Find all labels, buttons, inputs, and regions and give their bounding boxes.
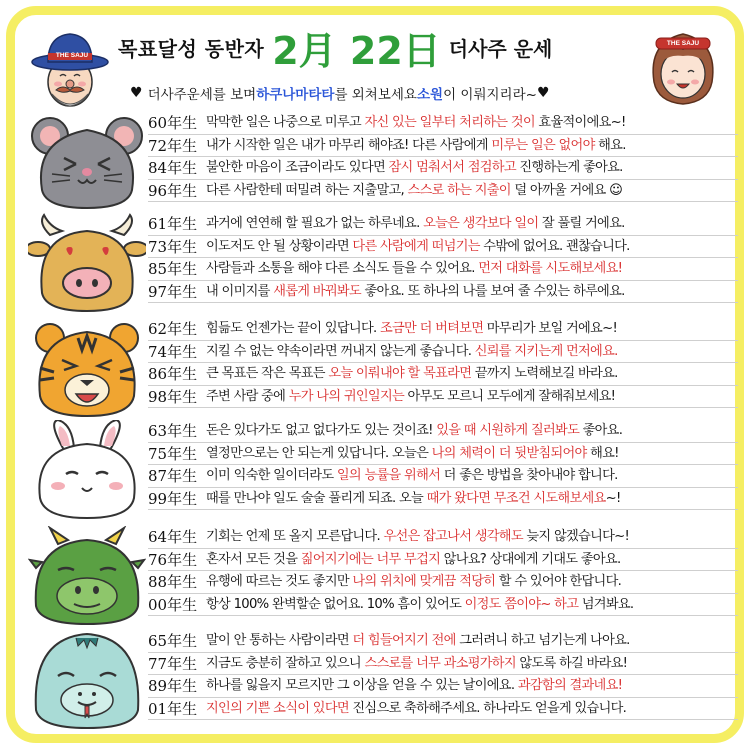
fortune-text-part: 열정만으로는 안 되는게 있답니다. 오늘은: [206, 445, 432, 461]
birth-year-label: 63年生: [148, 422, 198, 440]
fortune-text: [206, 488, 621, 510]
fortune-text: [206, 135, 626, 157]
heart-icon: ♥: [130, 85, 143, 101]
fortune-highlight: 있을 때 시원하게 질러봐도: [436, 423, 580, 438]
fortune-text-part: 더 좋은 방법을 찾아내야 합니다.: [440, 468, 618, 483]
fortune-highlight: 신뢰를 지키는게 먼저에요.: [474, 343, 618, 359]
heart-icon: ♥: [536, 85, 550, 101]
fortune-text-part: 진행하는게 좋아요.: [515, 160, 623, 175]
fortune-highlight: 더 힘들어지기 전에: [352, 633, 456, 648]
fortune-text-part: 이도저도 안 될 상황이라면: [206, 238, 353, 254]
fortune-text-part: 해요!: [586, 445, 619, 461]
fortune-highlight: 짊어지기에는 너무 무겁지: [300, 551, 441, 567]
ox-icon: [28, 213, 146, 313]
page-title: [118, 22, 646, 72]
fortune-text-part: 늦지 않겠습니다~!: [522, 529, 630, 544]
fortune-text-part: 주변 사람 중에: [206, 388, 289, 404]
fortune-text-part: 아무도 모르니 모두에게 잘해줘보세요!: [404, 388, 616, 404]
hat-band-text: THE SAJU: [55, 52, 89, 59]
birth-year-label: 96年生: [148, 181, 198, 200]
birth-year-label: 64年生: [148, 528, 198, 546]
subtitle-highlight-2: 소원: [416, 87, 444, 103]
fortune-text-part: 막막한 일은 나중으로 미루고: [206, 115, 365, 130]
birth-year-label: 73年生: [148, 237, 198, 256]
fortune-text-part: 수밖에 없어요. 괜찮습니다.: [479, 238, 630, 254]
fortune-text: [206, 549, 620, 571]
fortune-row: [148, 386, 738, 409]
fortune-text-part: 지킬 수 없는 약속이라면 꺼내지 않는게 좋습니다.: [206, 343, 475, 359]
fortune-text-part: 효율적이에요~!: [534, 115, 626, 130]
saju-man-avatar-icon: [30, 24, 110, 110]
fortune-text: [206, 443, 619, 465]
fortune-highlight: 이정도 쯤이야~ 하고: [464, 596, 579, 612]
birth-year-label: 88年生: [148, 573, 198, 591]
fortune-text-part: 이미 익숙한 일이더라도: [206, 468, 337, 483]
fortune-row: [148, 549, 738, 572]
zodiac-section-dragon: [20, 526, 732, 622]
birth-year-label: 85年生: [148, 260, 198, 278]
fortune-text: [206, 386, 615, 408]
fortune-highlight: 먼저 대화를 시도해보세요!: [478, 261, 623, 276]
fortune-row: [148, 465, 738, 488]
birth-year-label: 61年生: [148, 215, 198, 233]
fortune-highlight: 자신 있는 일부터 처리하는 것이: [364, 115, 535, 130]
birth-year-label: 87年生: [148, 467, 198, 485]
fortune-text: [206, 157, 623, 179]
fortune-text-part: 때를 만나야 일도 술술 풀리게 되죠. 오늘: [206, 490, 427, 506]
birth-year-label: 62年生: [148, 320, 198, 338]
zodiac-section-snake: [20, 630, 732, 726]
fortune-row: [148, 258, 738, 281]
birth-year-label: 00年生: [148, 595, 198, 614]
fortune-row: [148, 526, 738, 549]
fortune-highlight: 스스로를 너무 과소평가하지: [364, 655, 516, 671]
birth-year-label: 74年生: [148, 342, 198, 361]
fortune-list: [148, 630, 738, 720]
fortune-highlight: 누가 나의 귀인일지는: [288, 388, 405, 404]
fortune-highlight: 새롭게 바꿔봐도: [273, 283, 361, 299]
fortune-row: [148, 488, 738, 511]
header: [0, 0, 750, 112]
fortune-text-part: 힘듦도 언젠가는 끝이 있답니다.: [206, 321, 380, 336]
fortune-row: [148, 135, 738, 158]
fortune-highlight: 오늘 이뤄내야 할 목표라면: [328, 366, 472, 381]
birth-year-label: 84年生: [148, 159, 198, 177]
fortune-list: [148, 526, 738, 616]
fortune-list: [148, 112, 738, 202]
fortune-text-part: 좋아요.: [579, 423, 623, 438]
fortune-highlight: 일의 능률을 위해서: [336, 468, 441, 483]
fortune-text: [206, 281, 625, 303]
fortune-highlight: 잠시 멈춰서서 점검하고: [388, 160, 516, 175]
fortune-list: [148, 213, 738, 303]
birth-year-label: 97年生: [148, 282, 198, 301]
fortune-text: [206, 112, 626, 134]
fortune-text: [206, 341, 618, 363]
fortune-text: [206, 236, 630, 258]
headband-text: THE SAJU: [666, 40, 700, 47]
saju-woman-avatar-icon: [646, 22, 720, 108]
fortune-text-part: 그러려니 하고 넘기는게 나아요.: [455, 633, 630, 648]
fortune-list: [148, 318, 738, 408]
fortune-text-part: 혼자서 모든 것을: [206, 551, 301, 567]
fortune-text: [206, 571, 621, 593]
rabbit-icon: [28, 420, 146, 520]
fortune-highlight: 나의 위치에 맞게끔 적당히: [352, 574, 496, 589]
fortune-highlight: 우선은 잡고나서 생각해도: [383, 529, 523, 544]
fortune-highlight: 과감함의 결과네요!: [517, 678, 623, 693]
fortune-highlight: 조금만 더 버텨보면: [379, 321, 484, 336]
birth-year-label: 99年生: [148, 489, 198, 508]
fortune-text-part: 기회는 언제 또 올지 모른답니다.: [206, 529, 384, 544]
fortune-text: [206, 653, 627, 675]
fortune-highlight: 다른 사람에게 떠넘기는: [352, 238, 480, 254]
fortune-text-part: 말이 안 통하는 사람이라면: [206, 633, 353, 648]
fortune-text-part: 항상 100% 완벽할순 없어요. 10% 흠이 있어도: [206, 596, 465, 612]
fortune-highlight: 오늘은 생각보다 일이: [423, 216, 539, 231]
fortune-text-part: 끝까지 노력해보길 바라요.: [471, 366, 618, 381]
fortune-text: [206, 594, 633, 616]
fortune-text-part: 마무리가 보일 거에요~!: [483, 321, 618, 336]
birth-year-label: 72年生: [148, 136, 198, 155]
subtitle-text-2: 를 외쳐보세요: [334, 87, 417, 103]
zodiac-section-rat: [20, 112, 732, 208]
fortune-text: [206, 675, 622, 697]
fortune-text-part: 잘 풀릴 거에요.: [538, 216, 625, 231]
fortune-text-part: 할 수 있어야 한답니다.: [495, 574, 622, 589]
zodiac-section-ox: [20, 213, 732, 309]
fortune-text: [206, 180, 622, 202]
fortune-row: [148, 112, 738, 135]
fortune-text-part: 진심으로 축하해주세요. 하나라도 얻을게 있습니다.: [348, 700, 627, 716]
fortune-text-part: 사람들과 소통을 해야 다른 소식도 들을 수 있어요.: [206, 261, 479, 276]
fortune-text-part: 넘겨봐요.: [578, 596, 634, 612]
fortune-row: [148, 157, 738, 180]
fortune-text: [206, 465, 618, 487]
fortune-highlight: 스스로 하는 지출이: [407, 182, 511, 198]
fortune-text-part: 큰 목표든 작은 목표든: [206, 366, 329, 381]
fortune-text-part: ~!: [605, 490, 621, 506]
fortune-text: [206, 213, 625, 235]
fortune-text-part: 해요.: [594, 137, 626, 153]
birth-year-label: 01年生: [148, 699, 198, 718]
title-date: 2月 22日: [272, 28, 441, 73]
fortune-highlight: 미루는 일은 없어야: [491, 137, 595, 153]
fortune-text: [206, 698, 626, 720]
fortune-row: [148, 341, 738, 364]
fortune-text: [206, 258, 622, 280]
fortune-row: [148, 653, 738, 676]
birth-year-label: 65年生: [148, 632, 198, 650]
birth-year-label: 98年生: [148, 387, 198, 406]
fortune-text-part: 과거에 연연해 할 필요가 없는 하루네요.: [206, 216, 424, 231]
fortune-row: [148, 213, 738, 236]
fortune-text-part: 않나요? 상대에게 기대도 좋아요.: [440, 551, 621, 567]
fortune-highlight: 때가 왔다면 무조건 시도해보세요: [426, 490, 606, 506]
fortune-highlight: 지인의 기쁜 소식이 있다면: [206, 700, 349, 716]
fortune-row: [148, 236, 738, 259]
birth-year-label: 89年生: [148, 677, 198, 695]
fortune-row: [148, 675, 738, 698]
zodiac-section-tiger: [20, 318, 732, 414]
fortune-row: [148, 594, 738, 617]
fortune-text-part: 덜 아까울 거에요 ☺: [510, 182, 623, 198]
subtitle: [130, 82, 630, 104]
subtitle-text-1: 더사주운세를 보며: [147, 87, 257, 103]
rat-icon: [28, 112, 146, 212]
fortune-row: [148, 443, 738, 466]
birth-year-label: 86年生: [148, 365, 198, 383]
dragon-icon: [28, 526, 146, 626]
fortune-list: [148, 420, 738, 510]
fortune-row: [148, 180, 738, 203]
fortune-text-part: 않도록 하길 바라요!: [515, 655, 628, 671]
title-suffix: 더사주 운세: [448, 36, 553, 61]
title-prefix: 목표달성 동반자: [118, 36, 265, 61]
fortune-text-part: 내가 시작한 일은 내가 마무리 해야죠! 다른 사람에게: [206, 137, 492, 153]
fortune-row: [148, 571, 738, 594]
fortune-text-part: 다른 사람한테 떠밀려 하는 지출말고,: [206, 182, 408, 198]
fortune-row: [148, 420, 738, 443]
fortune-text-part: 유행에 따르는 것도 좋지만: [206, 574, 353, 589]
fortune-row: [148, 318, 738, 341]
birth-year-label: 77年生: [148, 654, 198, 673]
fortune-row: [148, 281, 738, 304]
birth-year-label: 60年生: [148, 114, 198, 132]
fortune-text-part: 지금도 충분히 잘하고 있으니: [206, 655, 365, 671]
birth-year-label: 75年生: [148, 444, 198, 463]
fortune-text-part: 좋아요. 또 하나의 나를 보여 줄 수있는 하루에요.: [360, 283, 625, 299]
fortune-text: [206, 363, 618, 385]
fortune-text: [206, 318, 617, 340]
zodiac-section-rabbit: [20, 420, 732, 516]
fortune-text-part: 하나를 잃을지 모르지만 그 이상을 얻을 수 있는 날이에요.: [206, 678, 518, 693]
subtitle-text-3: 이 이뤄지리라~: [443, 87, 537, 103]
fortune-text-part: 불안한 마음이 조금이라도 있다면: [206, 160, 389, 175]
fortune-row: [148, 698, 738, 721]
fortune-row: [148, 630, 738, 653]
fortune-text: [206, 526, 629, 548]
fortune-text: [206, 420, 622, 442]
fortune-text: [206, 630, 630, 652]
subtitle-highlight-1: 하쿠나마타타: [256, 87, 335, 103]
tiger-icon: [28, 318, 146, 418]
snake-icon: [28, 630, 146, 730]
fortune-highlight: 나의 체력이 더 뒷받침되어야: [431, 445, 587, 461]
birth-year-label: 76年生: [148, 550, 198, 569]
fortune-text-part: 돈은 있다가도 없고 없다가도 있는 것이죠!: [206, 423, 437, 438]
fortune-text-part: 내 이미지를: [206, 283, 274, 299]
fortune-row: [148, 363, 738, 386]
